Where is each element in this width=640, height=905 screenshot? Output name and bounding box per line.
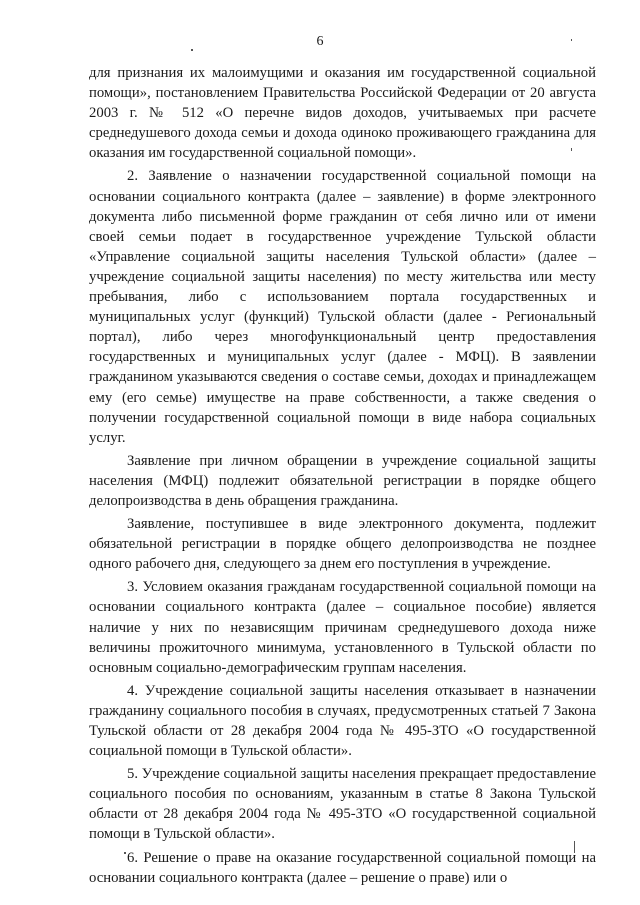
document-body	[89, 63, 596, 888]
paragraph-item-6: 6. Решение о праве на оказание государственной социальной помощи на основании социального контракта (далее – решение о праве) или о	[89, 849, 596, 886]
paragraph-item-4: 4. Учреждение социальной защиты населения отказывает в назначении гражданину социального пособия в случаях, предусмотренных статьей 7 Закона Тульской области от 28 декабря 2004 года № 495-ЗТО «О государственной социальной помощи в Тульской области».	[89, 682, 596, 760]
paragraph-continuation: для признания их малоимущими и оказания им государственной социальной помощи», постановлением Правительства Российской Федерации от 20 августа 2003 г. № 512 «О перечне видов доходов, учитываемых при расчете среднедушевого дохода семьи и дохода одиноко проживающего гражданина для оказания им государственной социальной помощи».	[89, 65, 596, 162]
paragraph-item-2: 2. Заявление о назначении государственной социальной помощи на основании социального контракта (далее – заявление) в форме электронного документа либо письменной форме гражданин от себя лично или от имени своей семьи подает в государственное учреждение Тульской области «Управление социальной защиты населения Тульской области» (далее – учреждение социальной защиты населения) по месту жительства или месту пребывания, либо с использованием портала государственных и муниципальных услуг (функций) Тульской области (далее - Региональный портал), либо через многофункциональный центр предоставления государственных и муниципальных услуг (далее - МФЦ). В заявлении гражданином указываются сведения о составе семьи, доходах и принадлежащем ему (его семье) имуществе на праве собственности, а также сведения о получении государственной социальной помощи в виде набора социальных услуг.	[89, 168, 596, 446]
paragraph-registration-electronic: Заявление, поступившее в виде электронного документа, подлежит обязательной регистрации в порядке общего делопроизводства не позднее одного рабочего дня, следующего за днем его поступления в учреждение.	[89, 516, 596, 573]
scan-speck	[191, 49, 193, 51]
page-number: 6	[316, 34, 324, 49]
scan-speck	[571, 39, 572, 41]
paragraph-item-3: 3. Условием оказания гражданам государственной социальной помощи на основании социального контракта (далее – социальное пособие) является наличие у них по независящим причинам среднедушевого дохода ниже величины прожиточного минимума, установленного в Тульской области по основным социально-демографическим группам населения.	[89, 579, 596, 676]
paragraph-registration-in-person: Заявление при личном обращении в учреждение социальной защиты населения (МФЦ) подлежит обязательной регистрации в порядке общего делопроизводства в день обращения гражданина.	[89, 452, 596, 509]
paragraph-item-5: 5. Учреждение социальной защиты населения прекращает предоставление социального пособия по основаниям, указанным в статье 8 Закона Тульской области от 28 декабря 2004 года № 495-ЗТО «О государственной социальной помощи в Тульской области».	[89, 766, 596, 843]
